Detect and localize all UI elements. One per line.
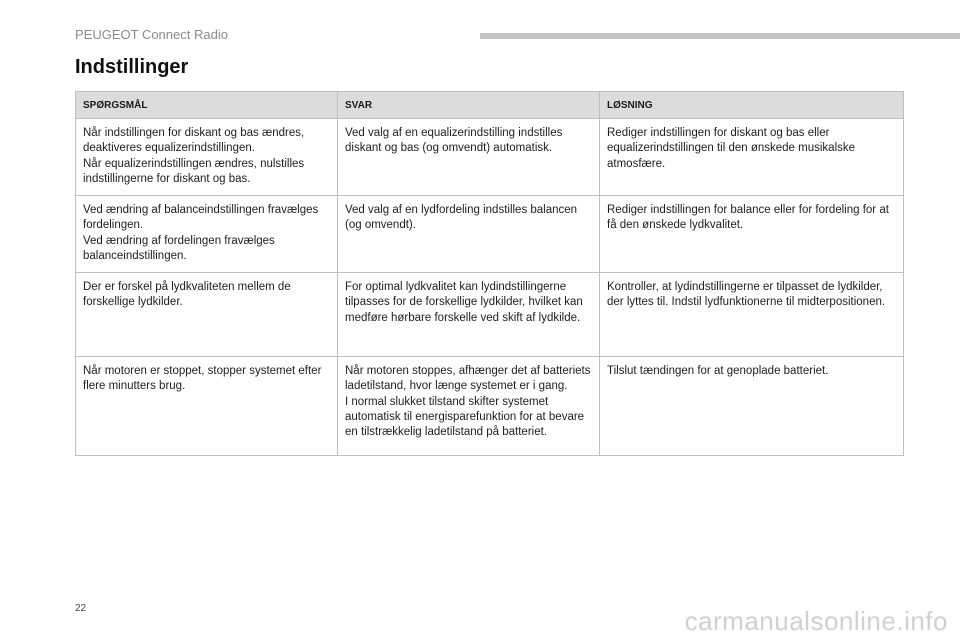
table-row	[76, 119, 904, 196]
running-header-title: PEUGEOT Connect Radio	[75, 27, 228, 42]
faq-table	[75, 91, 904, 456]
table-row	[76, 357, 904, 456]
answer-cell: Når motoren stoppes, afhænger det af batteriets ladetilstand, hvor længe systemet er i gang. I normal slukket tilstand skifter systemet automatisk til energisparefunktion for at bevare en tilstrækkelig ladetilstand på batteriet.	[338, 357, 600, 456]
solution-cell: Tilslut tændingen for at genoplade batteriet.	[600, 357, 904, 456]
answer-cell: For optimal lydkvalitet kan lydindstillingerne tilpasses for de forskellige lydkilder, hvilket kan medføre hørbare forskelle ved skift af lydkilde.	[338, 273, 600, 357]
column-header-answer: SVAR	[338, 92, 600, 119]
column-header-question: SPØRGSMÅL	[76, 92, 338, 119]
watermark: carmanualsonline.info	[684, 606, 948, 636]
solution-cell: Rediger indstillingen for diskant og bas eller equalizerindstillingen til den ønskede musikalske atmosfære.	[600, 119, 904, 196]
answer-cell: Ved valg af en lydfordeling indstilles balancen (og omvendt).	[338, 196, 600, 273]
question-cell: Der er forskel på lydkvaliteten mellem de forskellige lydkilder.	[76, 273, 338, 357]
question-cell: Ved ændring af balanceindstillingen fravælges fordelingen. Ved ændring af fordelingen fravælges balanceindstillingen.	[76, 196, 338, 273]
table-row	[76, 196, 904, 273]
table-row	[76, 273, 904, 357]
page-title: Indstillinger	[75, 56, 189, 78]
page-number: 22	[75, 603, 87, 614]
question-cell: Når indstillingen for diskant og bas ændres, deaktiveres equalizerindstillingen. Når equalizerindstillingen ændres, nulstilles indstillingerne for diskant og bas.	[76, 119, 338, 196]
question-cell: Når motoren er stoppet, stopper systemet efter flere minutters brug.	[76, 357, 338, 456]
column-header-solution: LØSNING	[600, 92, 904, 119]
table-header-row	[76, 92, 904, 119]
header-divider-bar	[480, 33, 960, 39]
solution-cell: Kontroller, at lydindstillingerne er tilpasset de lydkilder, der lyttes til. Indstil lydfunktionerne til midterpositionen.	[600, 273, 904, 357]
answer-cell: Ved valg af en equalizerindstilling indstilles diskant og bas (og omvendt) automatisk.	[338, 119, 600, 196]
solution-cell: Rediger indstillingen for balance eller for fordeling for at få den ønskede lydkvalitet.	[600, 196, 904, 273]
